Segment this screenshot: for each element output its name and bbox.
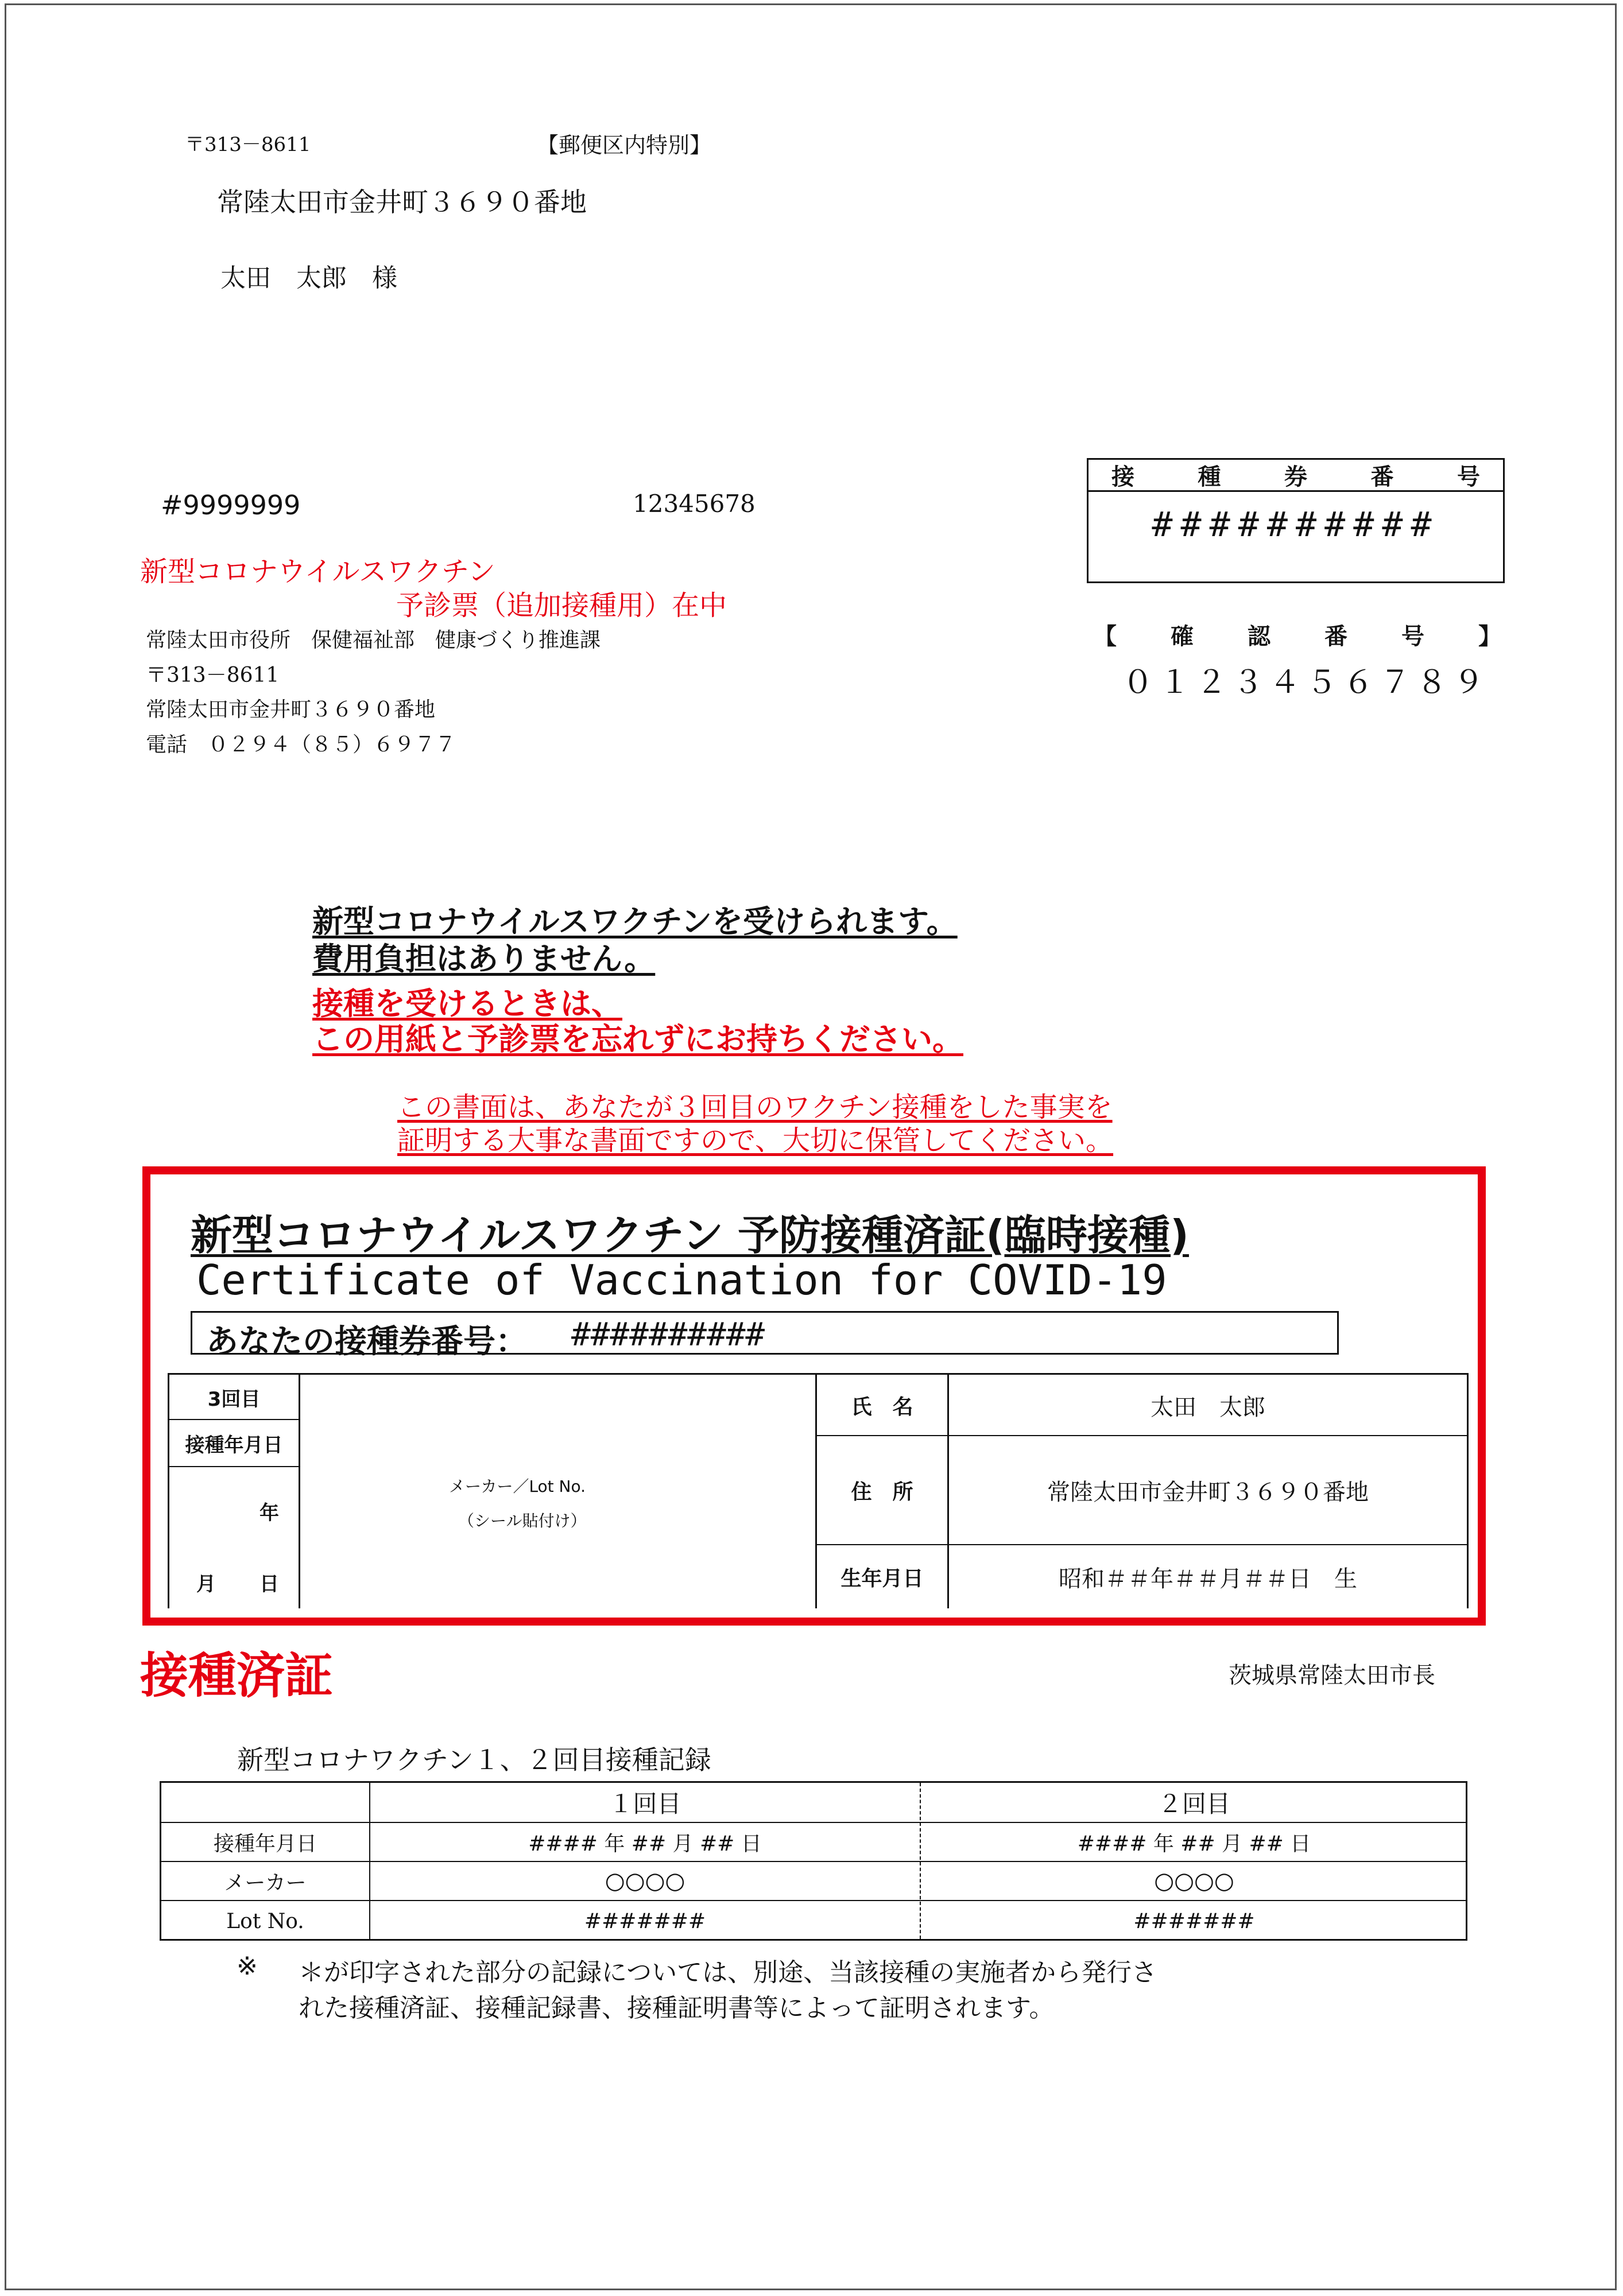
footnote-line2: れた接種済証、接種記録書、接種証明書等によって証明されます。 <box>299 1994 1055 2023</box>
confirm-header-char: 番 <box>1324 623 1347 650</box>
voucher-number-header <box>1089 460 1503 492</box>
record-cell: #### 年 ## 月 ## 日 <box>528 1832 762 1856</box>
certificate-title-en: Certificate of Vaccination for COVID-19 <box>196 1256 1167 1304</box>
record-col2-header: ２回目 <box>1157 1790 1230 1818</box>
footnote-mark: ※ <box>237 1952 258 1981</box>
record-cell: #### 年 ## 月 ## 日 <box>1077 1832 1311 1856</box>
special-delivery-label: 【郵便区内特別】 <box>537 133 712 158</box>
vaccination-certificate <box>142 1166 1486 1626</box>
address-value: 常陸太田市金井町３６９０番地 <box>1047 1479 1369 1506</box>
maker-lot-label: メーカー／Lot No. <box>449 1477 586 1496</box>
sender-phone: 電話 ０２９４（８５）６９７７ <box>146 733 456 757</box>
voucher-header-char: 券 <box>1284 464 1307 490</box>
record-cell: ####### <box>584 1909 706 1933</box>
notice-line2: 費用負担はありません。 <box>312 941 656 977</box>
sticker-label: （シール貼付け） <box>458 1511 587 1530</box>
certificate-voucher-value: ########## <box>571 1316 765 1353</box>
confirm-header-char: 確 <box>1171 623 1194 650</box>
day-label: 日 <box>259 1573 279 1596</box>
record-row-label: Lot No. <box>226 1909 304 1933</box>
footnote-line1: ＊が印字された部分の記録については、別途、当該接種の実施者から発行さ <box>299 1958 1157 1987</box>
cert-left-hline-2 <box>168 1466 300 1467</box>
dose-label: 3回目 <box>207 1387 261 1411</box>
notice-line3: 接種を受けるときは、 <box>312 986 622 1022</box>
confirmation-number-header <box>1094 618 1501 651</box>
sender-address: 常陸太田市金井町３６９０番地 <box>146 698 436 722</box>
record-col1-header: １回目 <box>609 1790 681 1818</box>
year-label: 年 <box>259 1502 279 1525</box>
confirm-header-char: 認 <box>1248 623 1270 650</box>
certificate-voucher-label: あなたの接種券番号： <box>206 1323 528 1360</box>
voucher-header-char: 番 <box>1370 464 1394 490</box>
bracket-close: 】 <box>1478 623 1501 650</box>
notice-line1: 新型コロナウイルスワクチンを受けられます。 <box>312 903 958 940</box>
recipient-address: 常陸太田市金井町３６９０番地 <box>217 187 587 218</box>
reference-code: 12345678 <box>633 490 756 518</box>
voucher-header-char: 号 <box>1457 464 1480 490</box>
sender-postal: 〒313－8611 <box>146 664 280 687</box>
record-cell: ####### <box>1133 1909 1255 1933</box>
record-row-label: 接種年月日 <box>213 1832 317 1856</box>
cert-table-top <box>168 1373 1469 1375</box>
certificate-voucher-box <box>191 1311 1339 1360</box>
issuer-name: 茨城県常陸太田市長 <box>1229 1662 1435 1689</box>
name-value: 太田 太郎 <box>1151 1394 1265 1421</box>
dose-record-table <box>160 1781 1467 1941</box>
vaccinated-stamp-text: 接種済証 <box>140 1647 334 1704</box>
dob-label: 生年月日 <box>840 1566 924 1591</box>
voucher-header-char: 種 <box>1198 464 1221 490</box>
sender-title-line2: 予診票（追加接種用）在中 <box>396 589 727 622</box>
voucher-number-box <box>1087 458 1505 583</box>
address-label: 住 所 <box>851 1480 913 1504</box>
confirm-header-char: 号 <box>1401 623 1424 650</box>
dob-value: 昭和＃＃年＃＃月＃＃日 生 <box>1059 1565 1357 1592</box>
record-row-label: メーカー <box>224 1871 307 1895</box>
sender-office: 常陸太田市役所 保健福祉部 健康づくり推進課 <box>146 629 601 652</box>
record-cell: ○○○○ <box>605 1868 685 1894</box>
date-label: 接種年月日 <box>185 1433 283 1457</box>
hash-id: #9999999 <box>161 490 301 521</box>
bracket-open: 【 <box>1094 623 1117 650</box>
recipient-name: 太田 太郎 様 <box>220 263 397 293</box>
record-title: 新型コロナワクチン１、２回目接種記録 <box>237 1744 711 1775</box>
cert-col-divider-1 <box>299 1373 300 1608</box>
confirmation-number-value: ０１２３４５６７８９ <box>1122 664 1490 700</box>
notice-line5: この書面は、あなたが３回目のワクチン接種をした事実を <box>397 1091 1113 1123</box>
notice-line6: 証明する大事な書面ですので、大切に保管してください。 <box>397 1124 1114 1157</box>
sender-title-line1: 新型コロナウイルスワクチン <box>140 556 495 588</box>
voucher-number-value: ########## <box>1152 505 1440 545</box>
month-label: 月 <box>196 1573 216 1596</box>
certificate-title-jp: 新型コロナウイルスワクチン 予防接種済証(臨時接種) <box>191 1211 1189 1259</box>
cert-table-right <box>1467 1373 1469 1608</box>
postal-code: 〒313－8611 <box>185 133 311 156</box>
name-label: 氏 名 <box>851 1395 913 1419</box>
notice-line4: この用紙と予診票を忘れずにお持ちください。 <box>312 1021 963 1057</box>
voucher-header-char: 接 <box>1111 464 1134 490</box>
record-cell: ○○○○ <box>1154 1868 1234 1894</box>
